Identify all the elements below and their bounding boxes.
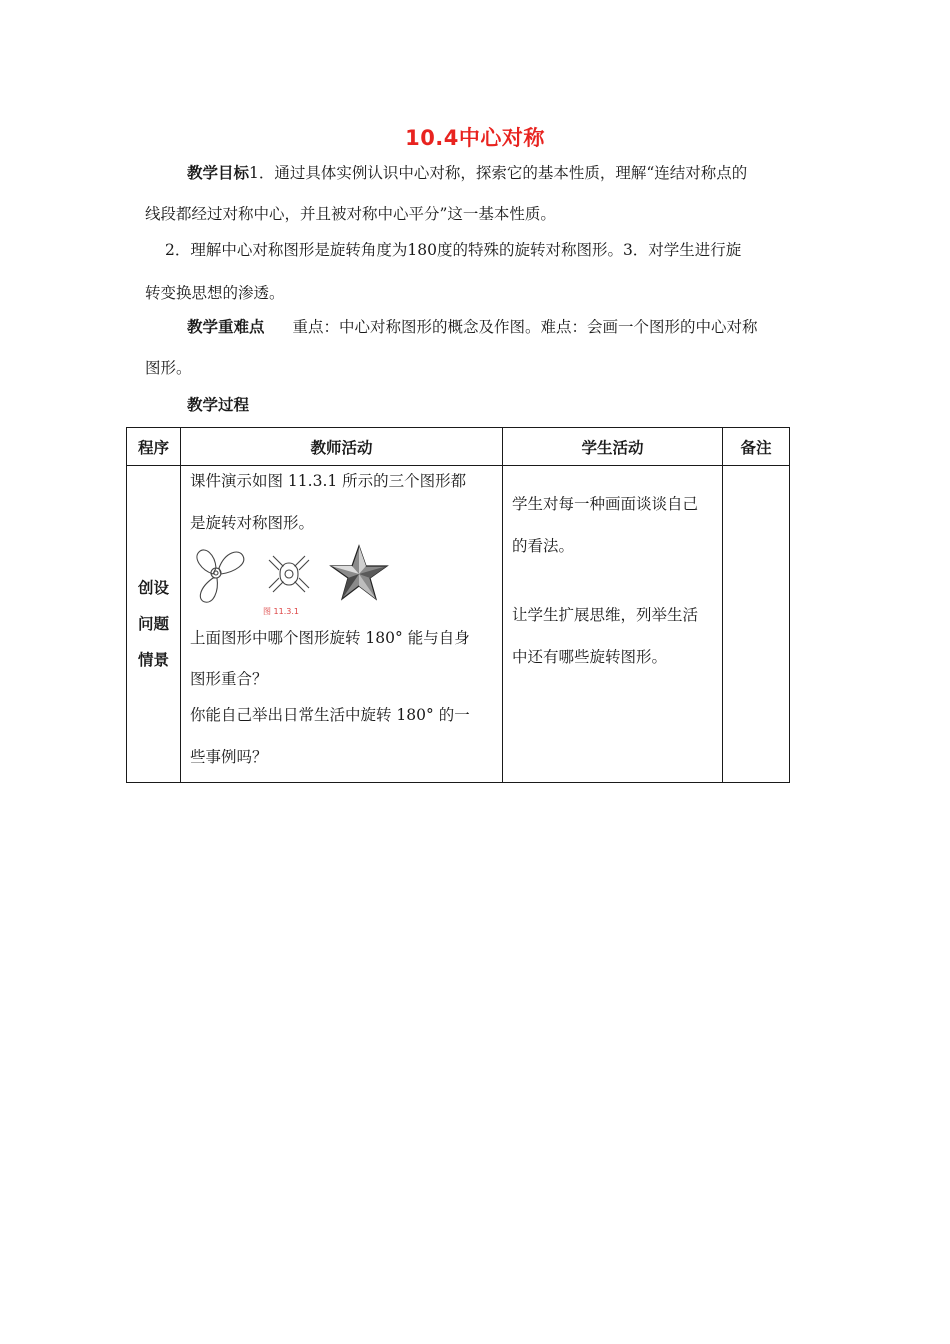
student-line-2: 的看法。 bbox=[512, 537, 575, 555]
teacher-line-2: 是旋转对称图形。 bbox=[190, 514, 315, 532]
process-label: 教学过程 bbox=[187, 395, 250, 414]
teacher-line-5: 你能自己举出日常生活中旋转 180° 的一 bbox=[190, 706, 470, 724]
page-title: 10.4中心对称 bbox=[405, 126, 545, 150]
keypoints-line-1 bbox=[187, 316, 758, 338]
goals-text-1: 1．通过具体实例认识中心对称，探索它的基本性质，理解“连结对称点的 bbox=[249, 164, 748, 182]
table-header-row bbox=[127, 428, 790, 466]
header-note: 备注 bbox=[723, 428, 790, 466]
goals-line-2: 线段都经过对称中心，并且被对称中心平分”这一基本性质。 bbox=[145, 205, 556, 223]
step-name-cell bbox=[127, 466, 181, 783]
header-step: 程序 bbox=[127, 428, 181, 466]
teacher-activity-cell bbox=[181, 466, 503, 783]
teacher-line-6: 些事例吗？ bbox=[190, 748, 268, 766]
figure-caption: 图 11.3.1 bbox=[263, 607, 299, 616]
goals-line-4: 转变换思想的渗透。 bbox=[145, 284, 285, 302]
keypoints-text-1: 重点：中心对称图形的概念及作图。难点：会画一个图形的中心对称 bbox=[292, 318, 758, 336]
propeller-icon bbox=[197, 550, 244, 602]
teacher-line-3: 上面图形中哪个图形旋转 180° 能与自身 bbox=[190, 629, 470, 647]
table-row bbox=[127, 466, 790, 783]
header-student: 学生活动 bbox=[503, 428, 723, 466]
student-line-3: 让学生扩展思维，列举生活 bbox=[512, 606, 699, 624]
teacher-line-1: 课件演示如图 11.3.1 所示的三个图形都 bbox=[190, 472, 467, 490]
keypoints-line-2: 图形。 bbox=[145, 359, 192, 377]
student-line-1: 学生对每一种画面谈谈自己 bbox=[512, 495, 699, 513]
step-name-1: 创设 bbox=[137, 578, 169, 597]
goals-line-1 bbox=[187, 162, 747, 184]
goals-label: 教学目标 bbox=[187, 163, 250, 182]
star-icon bbox=[331, 546, 387, 599]
goals-line-3: 2．理解中心对称图形是旋转角度为180度的特殊的旋转对称图形。3．对学生进行旋 bbox=[165, 241, 742, 259]
teacher-line-4: 图形重合？ bbox=[190, 670, 268, 688]
step-name-2: 问题 bbox=[137, 614, 169, 633]
cross-knot-icon bbox=[269, 556, 309, 592]
student-activity-cell bbox=[503, 466, 723, 783]
student-line-4: 中还有哪些旋转图形。 bbox=[512, 648, 668, 666]
process-table bbox=[126, 427, 790, 783]
header-teacher: 教师活动 bbox=[181, 428, 503, 466]
note-cell bbox=[723, 466, 790, 783]
keypoints-label: 教学重难点 bbox=[187, 317, 265, 336]
step-name-3: 情景 bbox=[137, 650, 169, 669]
